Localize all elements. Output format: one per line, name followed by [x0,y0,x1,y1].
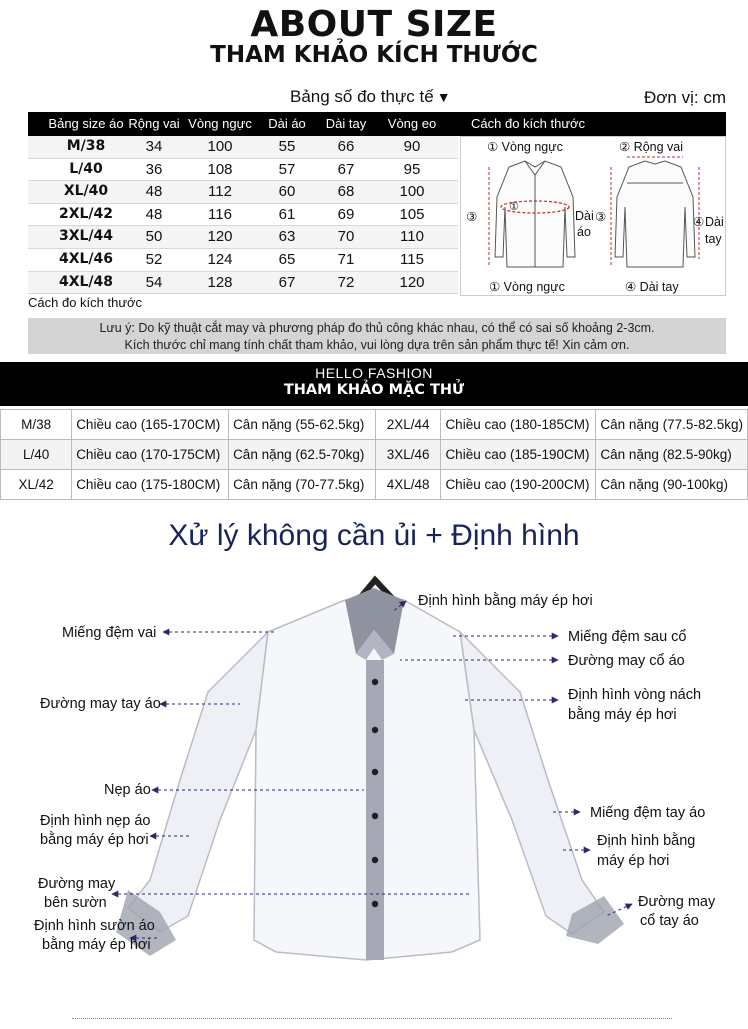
diagram-sleeve-label-b: tay [705,232,722,246]
label-sleeve-seam: Đường may tay áo [40,696,161,712]
cell-waist: 100 [399,183,425,201]
unit-label: Đơn vị: cm [644,88,726,107]
cell-shoulder: 34 [145,138,163,155]
diagram-label-shoulder: ② Rộng vai [619,140,684,154]
cell-sleeve: 68 [337,183,355,201]
cell-size: L/40 [69,160,103,177]
col-waist: Vòng eo [387,116,437,131]
fit-weight-a: Cân nặng (70-77.5kg) [229,470,376,500]
cell-chest: 108 [207,160,233,178]
cell-sleeve: 72 [337,273,355,291]
label-back-neck-pad: Miếng đệm sau cổ [568,629,687,645]
size-table-header [28,112,726,136]
size-table-caption-text: Bảng số đo thực tế [290,87,434,106]
cell-shoulder: 48 [145,205,163,223]
cell-shoulder: 50 [145,228,163,246]
howto-footnote: Cách đo kích thước [28,295,143,310]
diagram-length-label-b: áo [577,225,591,239]
triangle-down-icon: ▼ [436,89,451,105]
fit-size-a: XL/42 [1,470,72,500]
table-row [28,249,458,272]
fit-weight-b: Cân nặng (82.5-90kg) [596,440,748,470]
diagram-label-chest-top: ① Vòng ngực [487,140,563,154]
cell-size: 4XL/46 [58,250,114,267]
label-placket-press-2: bằng máy ép hơi [40,832,149,848]
label-collar-seam: Đường may cổ áo [568,653,685,669]
cell-shoulder: 48 [145,183,163,201]
diagram-length-label-a: Dài [575,209,594,223]
cell-size: 4XL/48 [58,273,114,290]
cell-waist: 90 [403,138,421,155]
cell-shoulder: 54 [145,273,163,291]
cell-waist: 105 [399,205,425,223]
table-row [28,181,458,204]
size-table-body [28,136,458,294]
note-line-2: Kích thước chỉ mang tính chất tham khảo, vui lòng dựa trên sản phẩm thực tế! Xin cảm ơn. [124,338,630,352]
fit-size-b: 4XL/48 [375,470,441,500]
measurement-diagram [460,136,726,296]
brand-name: HELLO FASHION [315,365,433,381]
cell-waist: 120 [399,273,425,291]
cell-sleeve: 70 [337,228,355,246]
cell-chest: 128 [207,273,233,291]
fit-height-a: Chiều cao (175-180CM) [72,470,229,500]
label-cuff-press-1: Định hình bằng [597,833,696,849]
table-row [1,410,748,440]
cell-size: 3XL/44 [58,228,114,245]
table-row [28,136,458,159]
fit-size-a: L/40 [1,440,72,470]
col-howto: Cách đo kích thước [471,116,586,131]
fit-weight-a: Cân nặng (62.5-70kg) [229,440,376,470]
col-shoulder: Rộng vai [128,116,180,131]
cell-waist: 115 [400,250,424,268]
diagram-marker-3-front: ③ [466,210,478,224]
cell-chest: 112 [208,183,232,201]
fit-height-a: Chiều cao (170-175CM) [72,440,229,470]
measurement-shirts-illustration [461,137,727,297]
diagram-label-sleeve: ④ Dài tay [625,280,679,294]
col-sleeve: Dài tay [325,116,367,131]
dotted-divider [72,1018,672,1019]
fit-weight-b: Cân nặng (77.5-82.5kg) [596,410,748,440]
fashion-header [0,362,748,406]
cell-sleeve: 71 [337,250,355,268]
label-side-press-2: bằng máy ép hơi [42,937,151,953]
label-shoulder-pad: Miếng đệm vai [62,625,157,641]
fit-size-a: M/38 [1,410,72,440]
page-title: ABOUT SIZE [250,4,498,45]
label-armhole-1: Định hình vòng nách [568,687,702,703]
diagram-label-chest-bottom: ① Vòng ngực [489,280,565,294]
label-placket-press-1: Định hình nẹp áo [40,813,151,829]
cell-shoulder: 36 [145,160,163,178]
diagram-marker-4: ④ [693,215,705,229]
label-armhole-2: bằng máy ép hơi [568,707,677,723]
fit-height-b: Chiều cao (180-185CM) [441,410,596,440]
col-chest: Vòng ngực [188,116,252,131]
cell-chest: 120 [207,228,233,246]
diagram-marker-1: ① [509,201,519,213]
label-cuff-pad: Miếng đệm tay áo [590,805,706,821]
label-cuff-seam-2: cổ tay áo [640,913,699,929]
cell-chest: 100 [207,138,233,155]
cell-sleeve: 69 [337,205,355,223]
label-side-press-1: Định hình sườn áo [34,918,155,934]
page-subtitle: THAM KHẢO KÍCH THƯỚC [210,42,538,68]
table-row [28,226,458,249]
fit-reference-table [0,409,748,500]
table-row [28,204,458,227]
label-collar-press: Định hình bằng máy ép hơi [418,593,593,609]
size-table-caption [290,87,451,107]
table-row [28,159,458,182]
cell-sleeve: 67 [337,160,355,178]
cell-length: 57 [278,160,296,178]
cell-length: 63 [278,228,296,246]
cell-size: M/38 [66,138,106,154]
shirt-diagram-title: Xử lý không cần ủi + Định hình [168,519,580,552]
label-placket: Nẹp áo [104,782,151,798]
diagram-marker-3-back: ③ [595,210,607,224]
note-line-1: Lưu ý: Do kỹ thuật cắt may và phương pháp đo thủ công khác nhau, có thể có sai số khoảng 2-3cm. [99,321,655,335]
cell-chest: 124 [207,250,233,268]
cell-length: 67 [278,273,296,291]
cell-length: 65 [278,250,296,268]
fit-size-b: 2XL/44 [375,410,441,440]
cell-size: XL/40 [63,183,109,200]
table-row [1,470,748,500]
cell-length: 61 [278,205,296,223]
cell-chest: 116 [208,205,232,223]
table-row [28,272,458,295]
fit-height-b: Chiều cao (190-200CM) [441,470,596,500]
disclaimer-note [28,318,726,354]
cell-waist: 110 [400,228,424,246]
table-row [1,440,748,470]
label-cuff-press-2: máy ép hơi [597,853,670,869]
fit-weight-a: Cân nặng (55-62.5kg) [229,410,376,440]
diagram-sleeve-label-a: Dài [705,215,724,229]
fit-height-a: Chiều cao (165-170CM) [72,410,229,440]
cell-length: 55 [278,138,296,155]
cell-waist: 95 [403,160,421,178]
label-side-seam-1: Đường may [38,876,116,892]
label-side-seam-2: bên sườn [44,895,107,911]
fit-reference-title: THAM KHẢO MẶC THỬ [283,382,465,398]
col-length: Dài áo [268,116,306,131]
fit-size-b: 3XL/46 [375,440,441,470]
cell-sleeve: 66 [337,138,355,155]
cell-size: 2XL/42 [58,205,114,222]
col-size: Bảng size áo [48,116,124,131]
cell-shoulder: 52 [145,250,163,268]
fit-height-b: Chiều cao (185-190CM) [441,440,596,470]
label-cuff-seam-1: Đường may [638,894,716,910]
fit-weight-b: Cân nặng (90-100kg) [596,470,748,500]
cell-length: 60 [278,183,296,201]
